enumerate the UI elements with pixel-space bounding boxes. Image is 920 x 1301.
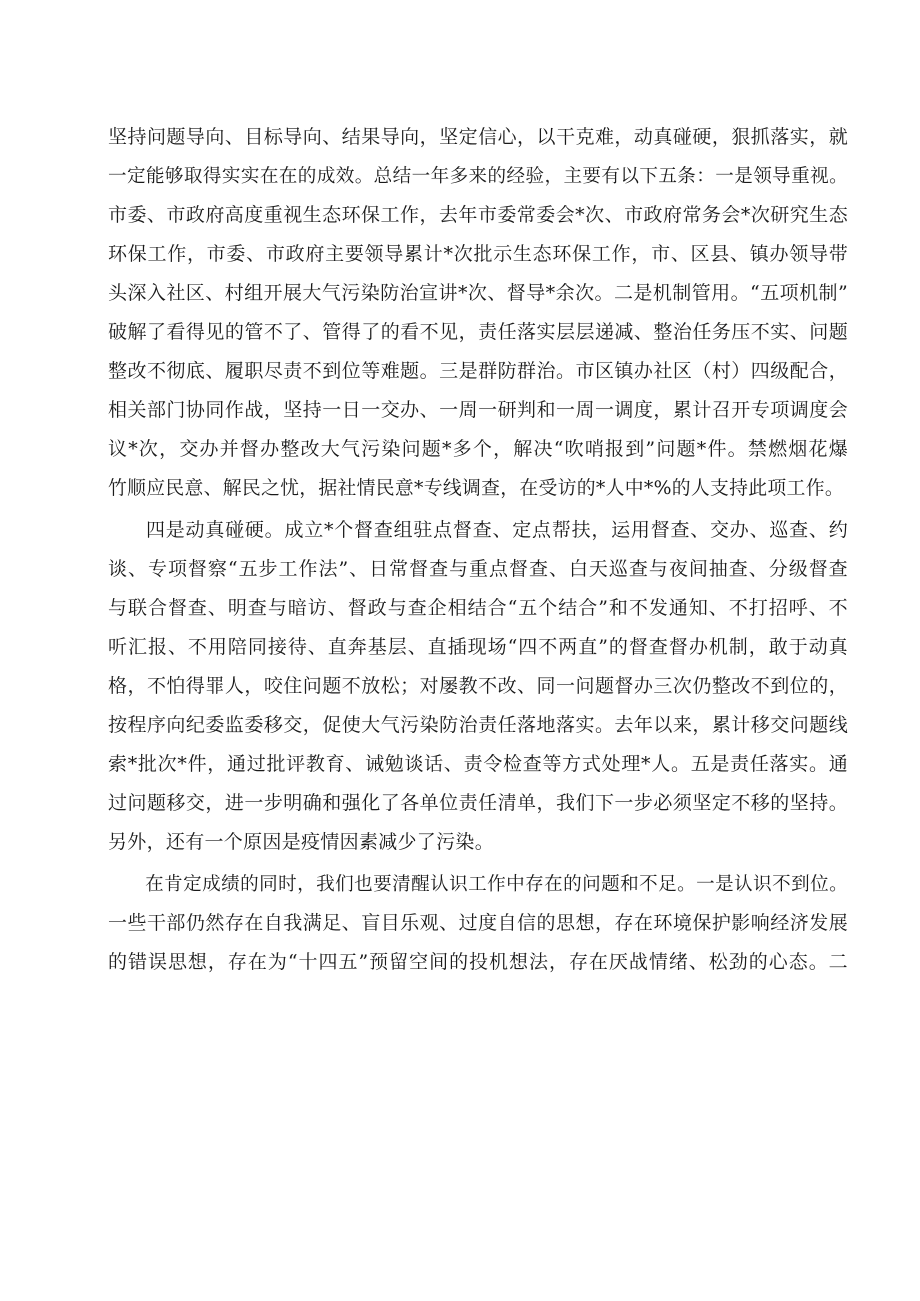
text-line: 竹顺应民意、解民之忧，据社情民意*专线调查，在受访的*人中*%的人支持此项工作。 [108,478,844,499]
text-line: 头深入社区、村组开展大气污染防治宣讲*次、督导*余次。二是机制管用。“五项机制” [108,282,848,304]
document-body [108,118,848,982]
text-line: 另外，还有一个原因是疫情因素减少了污染。 [108,831,495,853]
text-line: 与联合督查、明查与暗访、督政与查企相结合“五个结合”和不发通知、不打招呼、不 [108,597,848,619]
text-line: 环保工作，市委、市政府主要领导累计*次批示生态环保工作，市、区县、镇办领导带 [108,243,848,265]
text-line: 的错误思想，存在为“十四五”预留空间的投机想法，存在厌战情绪、松劲的心态。二 [108,951,848,973]
text-line: 四是动真碰硬。成立*个督查组驻点督查、定点帮扶，运用督查、交办、巡查、约 [146,519,848,541]
paragraph-2 [108,511,848,862]
text-line: 破解了看得见的管不了、管得了的看不见，责任落实层层递减、整治任务压不实、问题 [108,321,848,343]
text-line: 在肯定成绩的同时，我们也要清醒认识工作中存在的问题和不足。一是认识不到位。 [145,874,848,895]
text-line: 市委、市政府高度重视生态环保工作，去年市委常委会*次、市政府常务会*次研究生态 [108,204,848,226]
text-line: 谈、专项督察“五步工作法”、日常督查与重点督查、白天巡查与夜间抽查、分级督查 [108,558,848,580]
text-line: 格，不怕得罪人，咬住问题不放松；对屡教不改、同一问题督办三次仍整改不到位的， [108,675,848,697]
text-line: 一些干部仍然存在自我满足、盲目乐观、过度自信的思想，存在环境保护影响经济发展 [108,912,848,934]
text-line: 相关部门协同作战，坚持一日一交办、一周一研判和一周一调度，累计召开专项调度会 [108,399,848,421]
text-line: 听汇报、不用陪同接待、直奔基层、直插现场“四不两直”的督查督办机制，敢于动真 [108,636,848,658]
text-line: 整改不彻底、履职尽责不到位等难题。三是群防群治。市区镇办社区（村）四级配合， [108,360,848,382]
text-line: 坚持问题导向、目标导向、结果导向，坚定信心，以干克难，动真碰硬，狠抓落实，就 [108,126,848,148]
text-line: 一定能够取得实实在在的成效。总结一年多来的经验，主要有以下五条：一是领导重视。 [108,166,848,187]
text-line: 索*批次*件，通过批评教育、诫勉谈话、责令检查等方式处理*人。五是责任落实。通 [108,753,848,775]
paragraph-1 [108,118,848,508]
text-line: 过问题移交，进一步明确和强化了各单位责任清单，我们下一步必须坚定不移的坚持。 [108,792,848,814]
paragraph-3 [108,865,848,982]
text-line: 议*次，交办并督办整改大气污染问题*多个，解决“吹哨报到”问题*件。禁燃烟花爆 [108,438,848,460]
text-line: 按程序向纪委监委移交，促使大气污染防治责任落地落实。去年以来，累计移交问题线 [108,714,848,736]
